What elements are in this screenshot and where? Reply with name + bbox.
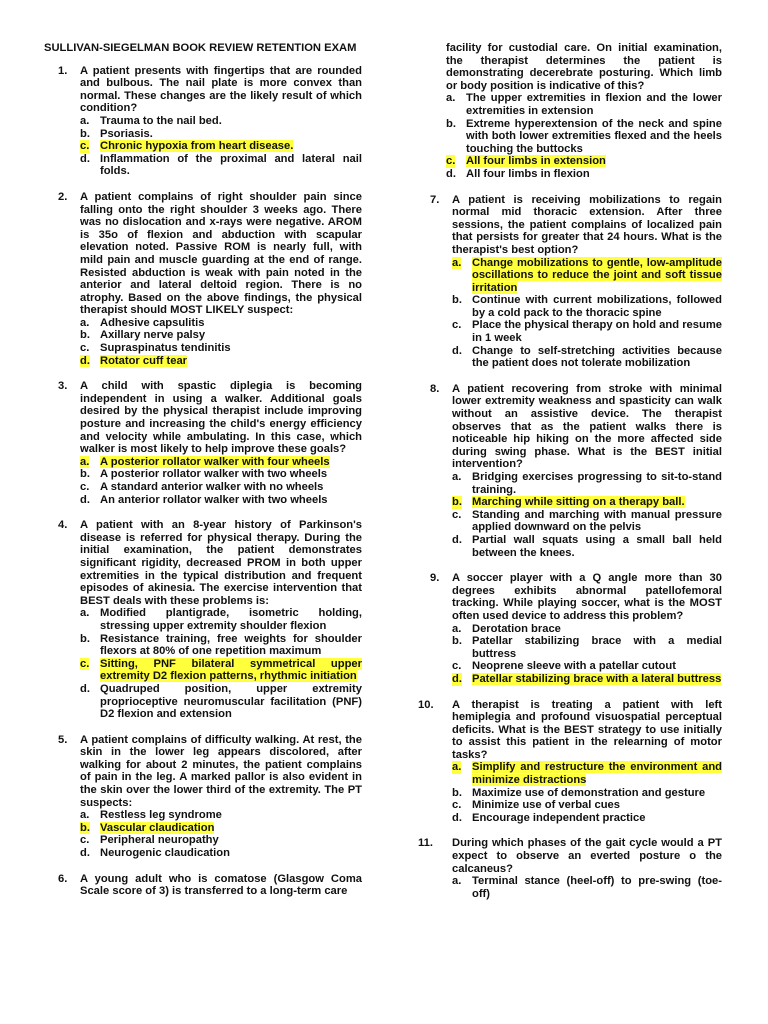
option-text: Terminal stance (heel-off) to pre-swing (toe-off)	[472, 875, 722, 900]
answer-option	[80, 140, 362, 153]
option-letter: b.	[446, 117, 456, 130]
answer-option	[452, 787, 722, 800]
option-letter: c.	[80, 481, 90, 493]
question-stem: A therapist is treating a patient with left hemiplegia and profound visuospatial perceptual deficits. What is the BEST strategy to use initially to assist this patient in the relearning of motor tasks?	[452, 698, 722, 761]
answer-option	[80, 342, 362, 355]
document-title: SULLIVAN-SIEGELMAN BOOK REVIEW RETENTION EXAM	[44, 42, 357, 54]
option-text: All four limbs in flexion	[466, 167, 590, 180]
option-letter: d.	[452, 533, 462, 546]
option-text: Peripheral neuropathy	[100, 834, 219, 847]
answer-option	[452, 635, 722, 660]
question-number: 10.	[418, 698, 434, 711]
question-stem: A young adult who is comatose (Glasgow Coma Scale score of 3) is transferred to a long-term care	[80, 872, 362, 898]
question-stem: A patient recovering from stroke with minimal lower extremity weakness and spasticity can walk without an assistive device. The therapist observes that as the patient walks there is noticeable hip hiking on the more affected side during swing phase. What is the BEST initial intervention?	[452, 382, 722, 471]
answer-option	[452, 496, 722, 509]
option-letter: d.	[452, 672, 462, 685]
question-number: 11.	[418, 837, 433, 850]
answer-option	[446, 118, 722, 156]
option-letter: a.	[80, 607, 90, 620]
question-item	[416, 837, 722, 900]
answer-option	[80, 822, 362, 835]
option-letter: d.	[80, 682, 90, 695]
highlighted-answer-text: Vascular claudication	[100, 821, 215, 834]
option-letter: c.	[452, 508, 462, 521]
answer-option	[80, 468, 362, 481]
option-text: A posterior rollator walker with two wheels	[100, 468, 328, 481]
option-letter: b.	[80, 468, 90, 481]
left-column	[44, 42, 362, 911]
question-number: 1.	[58, 64, 68, 77]
highlighted-answer-text: Change mobilizations to gentle, low-amplitude oscillations to reduce the joint and soft tissue irritation	[472, 256, 722, 294]
option-list	[80, 317, 362, 367]
question-stem: A patient complains of difficulty walking. At rest, the skin in the lower leg appears discolored, after walking for about 2 minutes, the patient complains of pain in the leg. A marked pallor is also evident in the skin over the lower third of the extremity. The PT suspects:	[80, 733, 362, 809]
question-item	[44, 519, 362, 721]
option-letter: c.	[80, 834, 90, 847]
option-letter: c.	[452, 799, 462, 812]
highlighted-answer-text: All four limbs in extension	[466, 155, 606, 168]
answer-option	[452, 875, 722, 900]
answer-option	[80, 128, 362, 141]
answer-option	[452, 799, 722, 812]
answer-option	[80, 809, 362, 822]
highlighted-answer-text: Simplify and restructure the environment and minimize distractions	[472, 761, 722, 787]
answer-option	[80, 607, 362, 632]
answer-option	[452, 294, 722, 319]
option-letter: a.	[452, 471, 462, 483]
question-item	[416, 699, 722, 825]
question-item	[44, 734, 362, 860]
question-6-options	[416, 92, 722, 180]
option-letter: c.	[80, 657, 90, 670]
question-number: 6.	[58, 872, 68, 885]
option-text: Inflammation of the proximal and lateral nail folds.	[100, 152, 362, 178]
question-stem: A patient with an 8-year history of Parkinson's disease is referred for physical therapy. During the initial examination, the patient demonstrates significant rigidity, decreased PROM in both upper extremities in the typical distribution and frequent episodes of akinesia. The exercise intervention that BEST deals with these problems is:	[80, 519, 362, 607]
option-text: Continue with current mobilizations, followed by a cold pack to the thoracic spine	[472, 294, 722, 319]
answer-option	[80, 456, 362, 469]
question-6-stem-continued: facility for custodial care. On initial examination, the therapist determines the patient is demonstrating decerebrate posturing. Which limb or body position is indicative of this?	[446, 42, 722, 92]
answer-option	[446, 168, 722, 181]
option-letter: a.	[80, 316, 90, 329]
option-letter: d.	[80, 152, 90, 165]
answer-option	[80, 355, 362, 368]
answer-option	[452, 673, 722, 686]
option-text: Bridging exercises progressing to sit-to-stand training.	[472, 471, 722, 496]
option-letter: c.	[452, 660, 462, 673]
answer-option	[452, 345, 722, 370]
question-item	[44, 65, 362, 178]
option-text: Standing and marching with manual pressure applied downward on the pelvis	[472, 508, 722, 534]
option-letter: a.	[446, 92, 456, 105]
option-letter: b.	[80, 329, 90, 342]
option-letter: b.	[452, 496, 462, 509]
answer-option	[446, 155, 722, 168]
option-text: Axillary nerve palsy	[100, 329, 206, 342]
question-number: 3.	[58, 380, 68, 393]
option-letter: d.	[452, 344, 462, 357]
answer-option	[452, 812, 722, 825]
option-letter: d.	[80, 847, 90, 860]
option-letter: c.	[80, 342, 90, 355]
option-list	[80, 456, 362, 506]
option-text: Patellar stabilizing brace with a medial buttress	[472, 635, 722, 660]
right-column	[416, 42, 722, 913]
answer-option	[452, 257, 722, 295]
answer-option	[80, 683, 362, 721]
option-text: Neoprene sleeve with a patellar cutout	[472, 660, 676, 673]
answer-option	[80, 153, 362, 178]
question-item	[416, 572, 722, 685]
option-list	[452, 623, 722, 686]
option-text: A standard anterior walker with no wheels	[100, 481, 324, 493]
answer-option	[80, 115, 362, 128]
question-stem: During which phases of the gait cycle would a PT expect to observe an everted posture o the calcaneus?	[452, 837, 722, 875]
option-text: Supraspinatus tendinitis	[100, 342, 231, 355]
question-item	[416, 383, 722, 559]
question-stem: A patient is receiving mobilizations to regain normal mid thoracic extension. After three sessions, the patient complains of localized pain that persists for greater that 24 hours. What is the therapist's best option?	[452, 193, 722, 256]
option-text: Trauma to the nail bed.	[100, 114, 222, 127]
answer-option	[452, 509, 722, 534]
question-6-continuation	[416, 42, 722, 181]
option-letter: a.	[452, 761, 462, 774]
option-letter: a.	[452, 256, 462, 269]
answer-option	[80, 658, 362, 683]
highlighted-answer-text: Marching while sitting on a therapy ball.	[472, 496, 685, 509]
option-letter: a.	[452, 875, 462, 888]
highlighted-answer-text: Chronic hypoxia from heart disease.	[100, 140, 294, 153]
option-list	[80, 115, 362, 178]
option-letter: b.	[452, 635, 462, 648]
highlighted-answer-text: A posterior rollator walker with four wheels	[100, 455, 330, 468]
option-list	[452, 257, 722, 370]
option-text: Modified plantigrade, isometric holding, stressing upper extremity shoulder flexion	[100, 607, 362, 632]
answer-option	[452, 660, 722, 673]
answer-option	[80, 329, 362, 342]
option-text: Resistance training, free weights for shoulder flexors at 80% of one repetition maximum	[100, 632, 362, 658]
answer-option	[80, 633, 362, 658]
answer-option	[452, 471, 722, 496]
question-number: 4.	[58, 519, 68, 532]
option-text: Encourage independent practice	[472, 811, 646, 824]
answer-option	[452, 319, 722, 344]
answer-option	[452, 623, 722, 636]
answer-option	[80, 834, 362, 847]
question-number: 7.	[430, 193, 440, 206]
option-letter: a.	[80, 114, 90, 127]
option-text: An anterior rollator walker with two wheels	[100, 493, 328, 506]
option-text: Adhesive capsulitis	[100, 316, 205, 329]
answer-option	[452, 761, 722, 786]
option-text: Change to self-stretching activities because the patient does not tolerate mobilization	[472, 344, 722, 370]
highlighted-answer-text: Rotator cuff tear	[100, 354, 188, 367]
question-item	[44, 191, 362, 367]
option-list	[452, 761, 722, 824]
option-letter: b.	[80, 821, 90, 834]
option-letter: a.	[452, 622, 462, 635]
option-letter: c.	[452, 319, 462, 332]
answer-option	[446, 92, 722, 117]
question-stem: A soccer player with a Q angle more than 30 degrees exhibits abnormal patellofemoral tracking. While playing soccer, what is the MOST often used device to address this problem?	[452, 572, 722, 622]
right-question-list	[416, 194, 722, 901]
answer-option	[80, 847, 362, 860]
option-text: Neurogenic claudication	[100, 847, 230, 860]
question-stem: A patient complains of right shoulder pain since falling onto the right shoulder 3 weeks ago. There was no dislocation and x-rays were negative. AROM is 35o of flexion and abduction with scapular elevation noted. Passive ROM is nearly full, with mild pain and muscle guarding at the end of range. Resisted abduction is weak with pain noted in the anterior and lateral deltoid region. There is no atrophy. Based on the above findings, the physical therapist should MOST LIKELY suspect:	[80, 190, 362, 317]
answer-option	[452, 534, 722, 559]
option-text: The upper extremities in flexion and the lower extremities in extension	[466, 92, 722, 117]
option-text: Minimize use of verbal cues	[472, 799, 620, 812]
option-text: Maximize use of demonstration and gesture	[472, 786, 706, 799]
question-number: 2.	[58, 190, 68, 203]
option-letter: d.	[446, 167, 456, 180]
option-letter: b.	[80, 632, 90, 645]
highlighted-answer-text: Patellar stabilizing brace with a lateral buttress	[472, 672, 722, 685]
option-text: Place the physical therapy on hold and resume in 1 week	[472, 319, 722, 345]
option-letter: b.	[452, 294, 462, 307]
option-list	[80, 809, 362, 859]
option-list	[452, 471, 722, 559]
question-stem: A patient presents with fingertips that are rounded and bulbous. The nail plate is more convex than normal. These changes are the likely result of which condition?	[80, 64, 362, 115]
question-number: 9.	[430, 572, 440, 585]
answer-option	[80, 317, 362, 330]
option-letter: d.	[80, 493, 90, 506]
option-list	[452, 875, 722, 900]
option-letter: a.	[80, 809, 90, 822]
option-list	[80, 607, 362, 720]
option-text: Derotation brace	[472, 622, 561, 635]
question-item	[44, 873, 362, 898]
option-letter: b.	[452, 786, 462, 799]
option-letter: a.	[80, 455, 90, 468]
option-text: Psoriasis.	[100, 127, 153, 140]
question-item	[44, 380, 362, 506]
option-letter: d.	[80, 354, 90, 367]
option-text: Restless leg syndrome	[100, 809, 222, 822]
highlighted-answer-text: Sitting, PNF bilateral symmetrical upper extremity D2 flexion patterns, rhythmic initiation	[100, 657, 362, 683]
option-text: Quadruped position, upper extremity proprioceptive neuromuscular facilitation (PNF) D2 flexion and extension	[100, 682, 362, 721]
option-letter: c.	[446, 155, 456, 168]
option-letter: b.	[80, 127, 90, 140]
answer-option	[80, 494, 362, 507]
option-letter: d.	[452, 811, 462, 824]
option-text: Extreme hyperextension of the neck and spine with both lower extremities flexed and the heels touching the buttocks	[466, 117, 722, 155]
answer-option	[80, 481, 362, 494]
question-item	[416, 194, 722, 370]
option-letter: c.	[80, 140, 90, 153]
option-text: Partial wall squats using a small ball held between the knees.	[472, 533, 722, 559]
question-number: 8.	[430, 382, 440, 395]
question-number: 5.	[58, 733, 68, 746]
question-stem: A child with spastic diplegia is becoming independent in using a walker. Additional goals desired by the physical therapist include improving posture and increasing the child's energy efficiency and velocity while ambulating. In this case, which walker is most likely to help improve these goals?	[80, 380, 362, 456]
left-question-list	[44, 65, 362, 898]
